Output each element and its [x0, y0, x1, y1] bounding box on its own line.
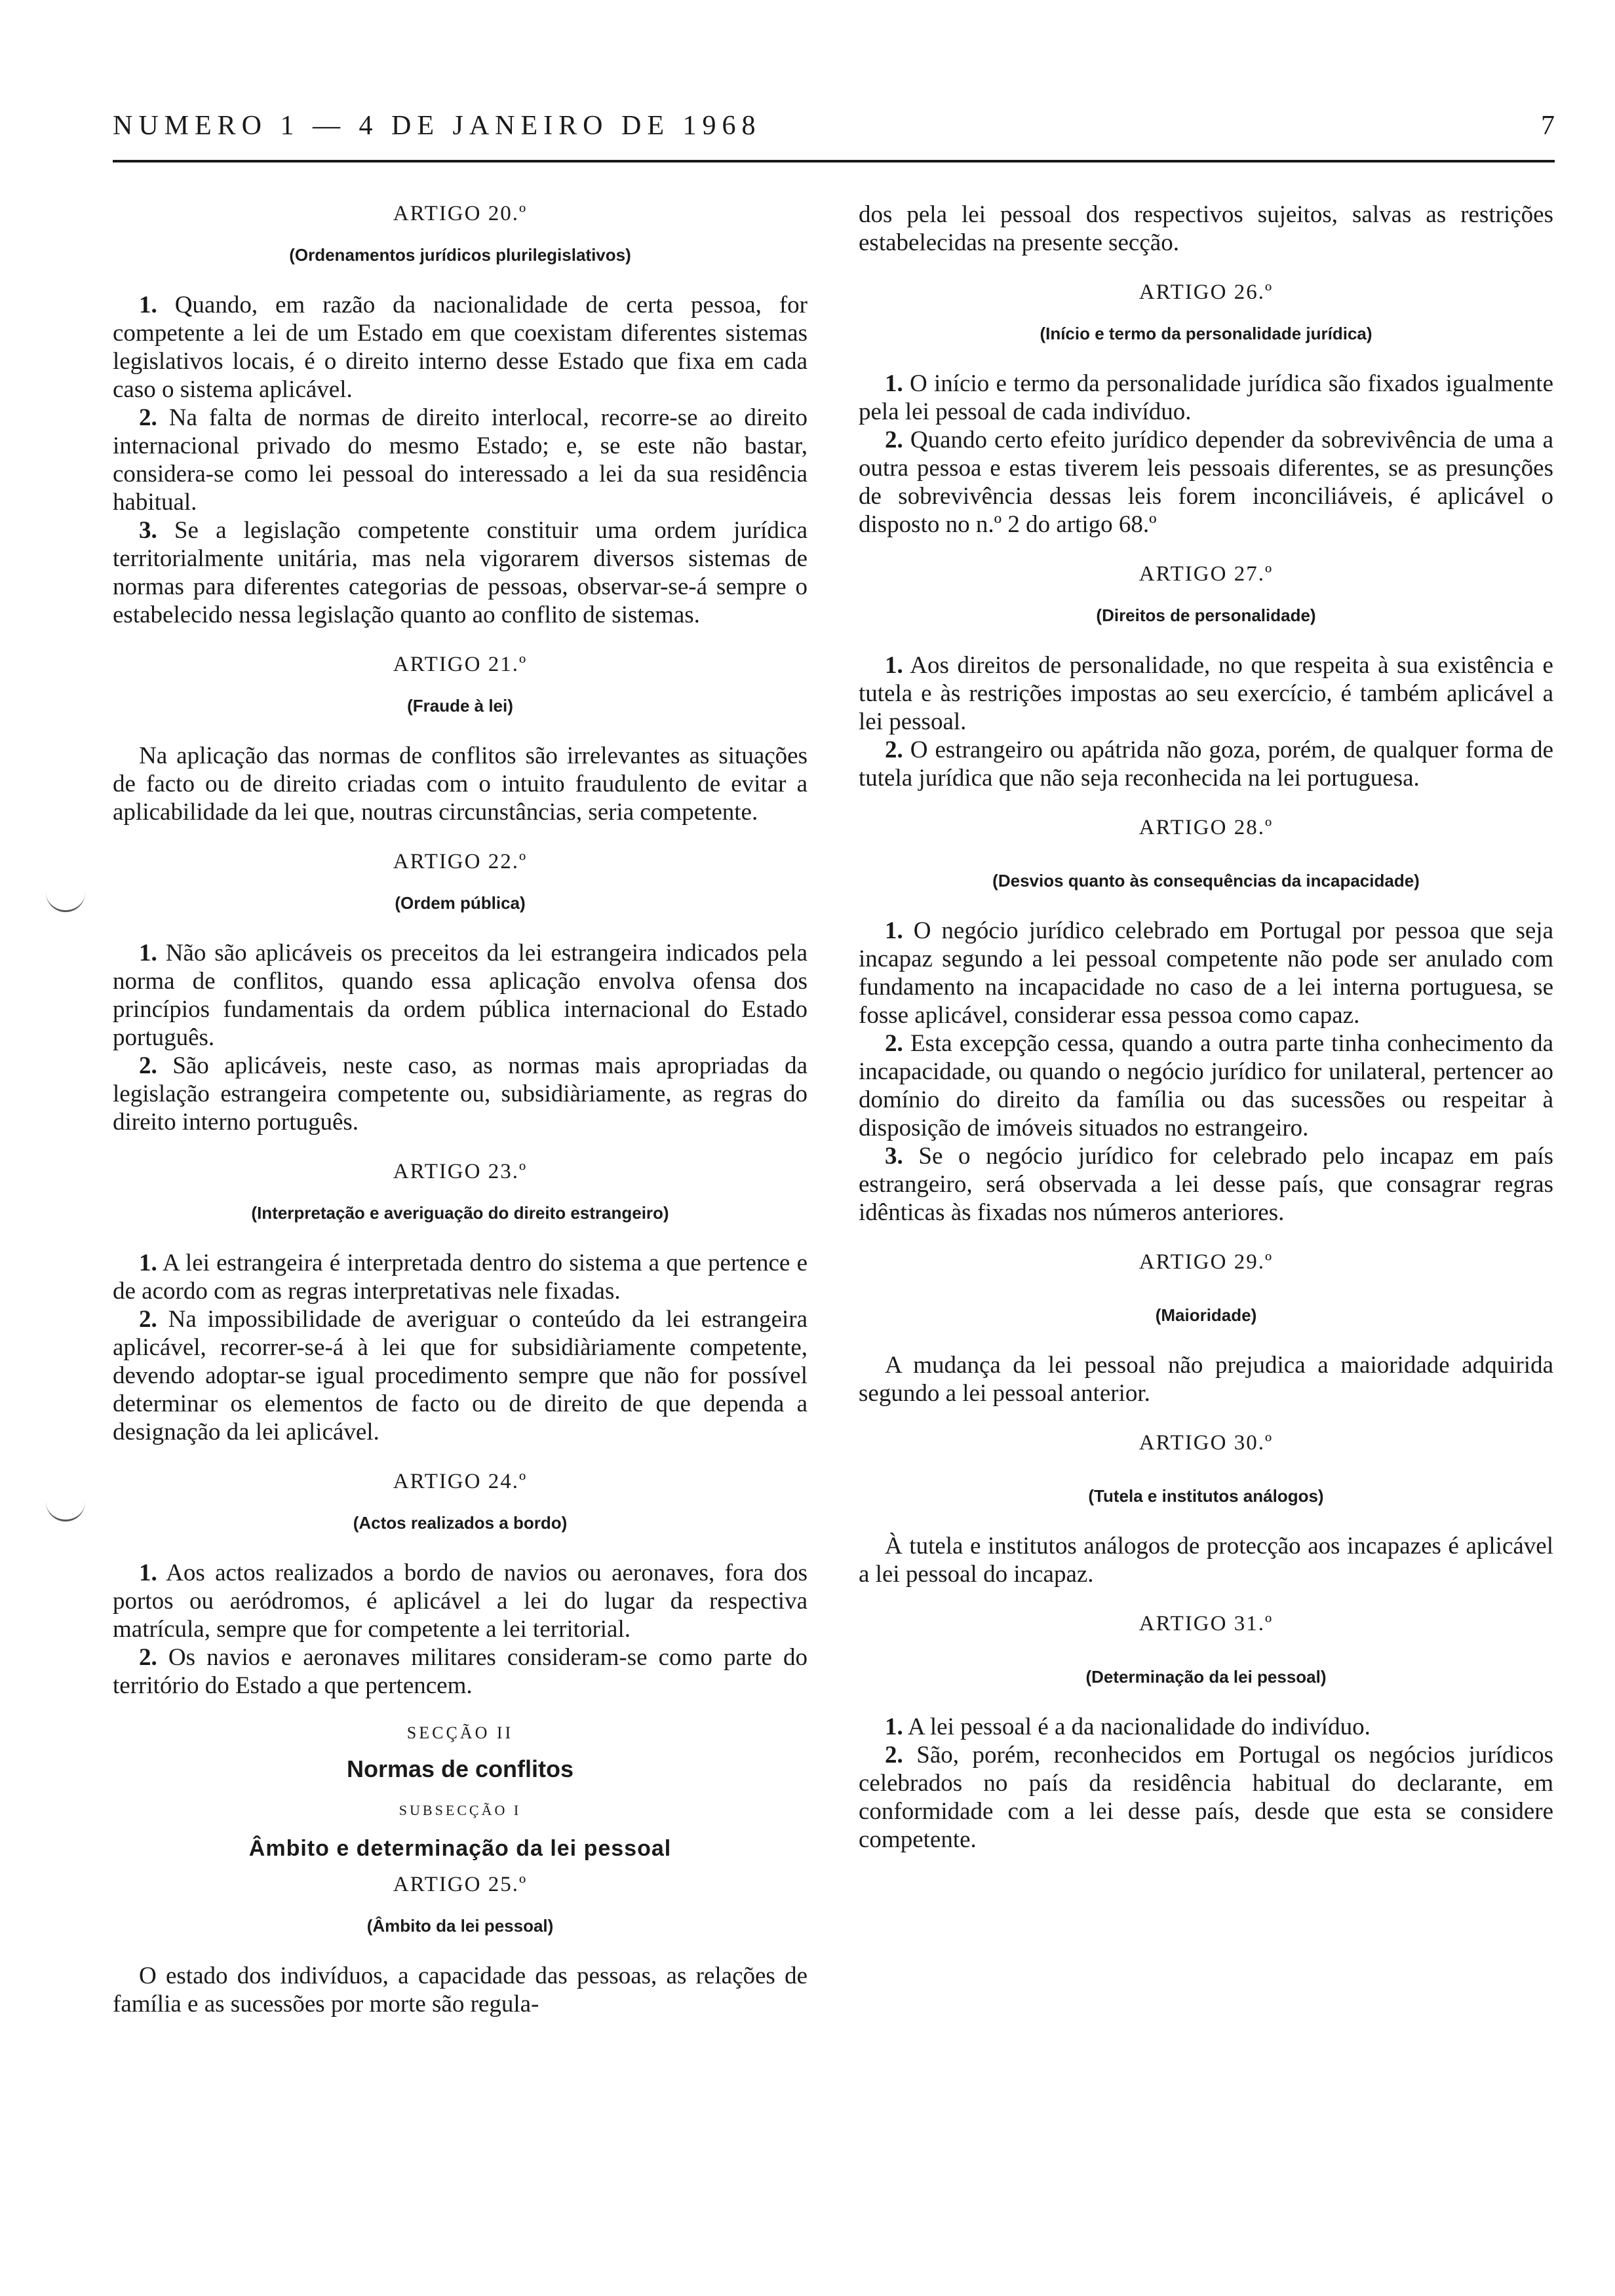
article-title: (Ordem pública) — [395, 893, 526, 913]
article-number: ARTIGO 27.º — [1138, 562, 1274, 586]
article-title: (Âmbito da lei pessoal) — [366, 1916, 554, 1936]
paragraph-number: 2. — [885, 427, 903, 453]
paragraph — [113, 1052, 808, 1136]
paragraph-number: 2. — [139, 404, 157, 431]
paragraph-text: Esta excepção cessa, quando a outra parte tinha conhecimento da incapacidade, ou quando o negócio jurídico for unilateral, pertencer ao domínio do direito da família ou das sucessões ou respeitar à disposição de imóveis situados no estrangeiro. — [859, 1030, 1553, 1141]
paragraph-text: O estado dos indivíduos, a capacidade das pessoas, as relações de família e as sucessões por morte são regula- — [113, 1962, 808, 2018]
paragraph — [859, 426, 1553, 539]
paragraph — [113, 1559, 808, 1643]
article-title: (Interpretação e averiguação do direito estrangeiro) — [251, 1203, 669, 1223]
paragraph-number: 1. — [139, 292, 157, 318]
paragraph-text: Se a legislação competente constituir uma ordem jurídica territorialmente unitária, mas nela vigorarem diversos sistemas de normas para diferentes categorias de pessoas, observar-se-á sempre o estabelecido nessa legislação quanto ao conflito de sistemas. — [113, 517, 808, 628]
paragraph — [859, 1142, 1553, 1227]
paragraph — [113, 939, 808, 1052]
article-title: (Direitos de personalidade) — [1096, 605, 1316, 625]
paragraph-number: 2. — [885, 1742, 903, 1769]
paragraph — [113, 742, 808, 826]
paragraph — [113, 1962, 808, 2018]
article-number: ARTIGO 30.º — [1138, 1431, 1274, 1455]
right-column — [859, 201, 1553, 2232]
paragraph — [113, 291, 808, 404]
article-title: (Determinação da lei pessoal) — [1085, 1667, 1327, 1687]
article-title: (Ordenamentos jurídicos plurilegislativos) — [289, 245, 631, 265]
paragraph-text: São aplicáveis, neste caso, as normas mais apropriadas da legislação estrangeira competente ou, subsidiàriamente, as regras do direito interno português. — [113, 1052, 808, 1136]
article-number: ARTIGO 24.º — [393, 1470, 528, 1493]
article-number: ARTIGO 29.º — [1138, 1250, 1274, 1274]
article-title: (Desvios quanto às consequências da incapacidade) — [992, 871, 1420, 890]
binding-mark — [46, 888, 85, 912]
paragraph-text: À tutela e institutos análogos de protecção aos incapazes é aplicável a lei pessoal do incapaz. — [859, 1533, 1553, 1588]
paragraph — [113, 1305, 808, 1446]
paragraph-number: 2. — [139, 1644, 157, 1671]
paragraph-text: A mudança da lei pessoal não prejudica a maioridade adquirida segundo a lei pessoal anterior. — [859, 1352, 1553, 1407]
paragraph — [113, 404, 808, 516]
paragraph-number: 3. — [885, 1143, 903, 1170]
paragraph-text: Se o negócio jurídico for celebrado pelo incapaz em país estrangeiro, será observada a lei desse país, que consagrar regras idênticas às fixadas nos números anteriores. — [859, 1143, 1553, 1226]
article-number: ARTIGO 23.º — [393, 1160, 528, 1183]
left-column — [113, 201, 808, 2232]
subsection-title: Âmbito e determinação da lei pessoal — [248, 1836, 672, 1861]
paragraph-number: 1. — [885, 370, 903, 397]
paragraph-text: O início e termo da personalidade jurídica são fixados igualmente pela lei pessoal de cada indivíduo. — [859, 370, 1553, 425]
paragraph-text: O estrangeiro ou apátrida não goza, porém, de qualquer forma de tutela jurídica que não seja reconhecida na lei portuguesa. — [859, 737, 1553, 792]
paragraph — [113, 1249, 808, 1305]
page-number: 7 — [1541, 111, 1555, 141]
binding-mark — [46, 1497, 85, 1521]
article-number: ARTIGO 21.º — [393, 653, 528, 676]
article-number: ARTIGO 20.º — [393, 202, 528, 225]
article-title: (Tutela e institutos análogos) — [1088, 1486, 1324, 1506]
paragraph — [859, 1029, 1553, 1142]
paragraph-text: Na falta de normas de direito interlocal, recorre-se ao direito internacional privado do mesmo Estado; e, se este não bastar, considera-se como lei pessoal do interessado a lei da sua residência habitual. — [113, 404, 808, 516]
paragraph — [859, 651, 1553, 736]
paragraph-number: 2. — [885, 737, 903, 763]
paragraph — [859, 1741, 1553, 1854]
paragraph-text: Quando certo efeito jurídico depender da sobrevivência de uma a outra pessoa e estas tiverem leis pessoais diferentes, se as presunções de sobrevivência dessas leis forem inconciliáveis, é aplicável o disposto no n.º 2 do artigo 68.º — [859, 427, 1553, 538]
paragraph — [859, 736, 1553, 792]
paragraph-text: Quando, em razão da nacionalidade de certa pessoa, for competente a lei de um Estado em que coexistam diferentes sistemas legislativos locais, é o direito interno desse Estado que fixa em cada caso o sistema aplicável. — [113, 292, 808, 403]
paragraph-number: 1. — [885, 1713, 903, 1740]
paragraph-text: A lei pessoal é a da nacionalidade do indivíduo. — [907, 1713, 1371, 1740]
paragraph-text: Aos actos realizados a bordo de navios ou aeronaves, fora dos portos ou aeródromos, é aplicável a lei do lugar da respectiva matrícula, sempre que for competente a lei territorial. — [113, 1559, 808, 1643]
article-number: ARTIGO 26.º — [1138, 280, 1274, 304]
article-number: ARTIGO 31.º — [1138, 1612, 1274, 1636]
paragraph-number: 1. — [139, 940, 157, 966]
paragraph-text: Os navios e aeronaves militares consideram-se como parte do território do Estado a que pertencem. — [113, 1644, 808, 1699]
paragraph-text: O negócio jurídico celebrado em Portugal por pessoa que seja incapaz segundo a lei pessoal competente não pode ser anulado com fundamento na incapacidade no caso de a lei interna portuguesa, se fosse aplicável, considerar essa pessoa como capaz. — [859, 917, 1553, 1029]
paragraph-number: 3. — [139, 517, 157, 544]
article-number: ARTIGO 22.º — [393, 850, 528, 873]
paragraph-text: Aos direitos de personalidade, no que respeita à sua existência e tutela e às restrições impostas ao seu exercício, é também aplicável a lei pessoal. — [859, 652, 1553, 735]
paragraph-number: 2. — [139, 1052, 157, 1079]
article-title: (Fraude à lei) — [407, 696, 513, 716]
paragraph — [859, 1532, 1553, 1588]
section-title: Normas de conflitos — [346, 1755, 574, 1782]
paragraph — [859, 1713, 1553, 1741]
header-title: NUMERO 1 — 4 DE JANEIRO DE 1968 — [113, 111, 762, 141]
paragraph-number: 2. — [139, 1306, 157, 1333]
paragraph-number: 1. — [139, 1559, 157, 1586]
paragraph — [859, 201, 1553, 257]
paragraph-text: A lei estrangeira é interpretada dentro do sistema a que pertence e de acordo com as regras interpretativas nele fixadas. — [113, 1250, 808, 1305]
paragraph-number: 2. — [885, 1030, 903, 1057]
article-title: (Início e termo da personalidade jurídica) — [1040, 324, 1372, 343]
paragraph-number: 1. — [885, 917, 903, 944]
paragraph-text: dos pela lei pessoal dos respectivos sujeitos, salvas as restrições estabelecidas na presente secção. — [859, 201, 1553, 256]
paragraph-text: São, porém, reconhecidos em Portugal os negócios jurídicos celebrados no país da residência habitual do declarante, em conformidade com a lei desse país, desde que esta se considere competente. — [859, 1742, 1553, 1853]
paragraph — [113, 516, 808, 629]
header-rule — [113, 160, 1555, 163]
article-title: (Maioridade) — [1155, 1305, 1257, 1325]
paragraph — [859, 370, 1553, 426]
paragraph-text: Não são aplicáveis os preceitos da lei estrangeira indicados pela norma de conflitos, quando essa aplicação envolva ofensa dos princípios fundamentais da ordem pública internacional do Estado português. — [113, 940, 808, 1051]
paragraph-number: 1. — [885, 652, 903, 679]
subsection-label: SUBSECÇÃO I — [399, 1802, 522, 1818]
article-number: ARTIGO 25.º — [393, 1873, 528, 1896]
paragraph — [859, 1351, 1553, 1407]
paragraph — [113, 1643, 808, 1700]
page-header — [113, 110, 1555, 143]
paragraph-text: Na aplicação das normas de conflitos são irrelevantes as situações de facto ou de direito criadas com o intuito fraudulento de evitar a aplicabilidade da lei que, noutras circunstâncias, seria competente. — [113, 742, 808, 826]
article-number: ARTIGO 28.º — [1138, 816, 1274, 839]
paragraph-text: Na impossibilidade de averiguar o conteúdo da lei estrangeira aplicável, recorrer-se-á à lei que for subsidiàriamente competente, devendo adoptar-se igual procedimento sempre que não for possível determinar os elementos de facto ou de direito de que dependa a designação da lei aplicável. — [113, 1306, 808, 1445]
article-title: (Actos realizados a bordo) — [353, 1513, 568, 1533]
paragraph-number: 1. — [139, 1250, 157, 1276]
paragraph — [859, 917, 1553, 1029]
section-label: SECÇÃO II — [406, 1723, 514, 1742]
